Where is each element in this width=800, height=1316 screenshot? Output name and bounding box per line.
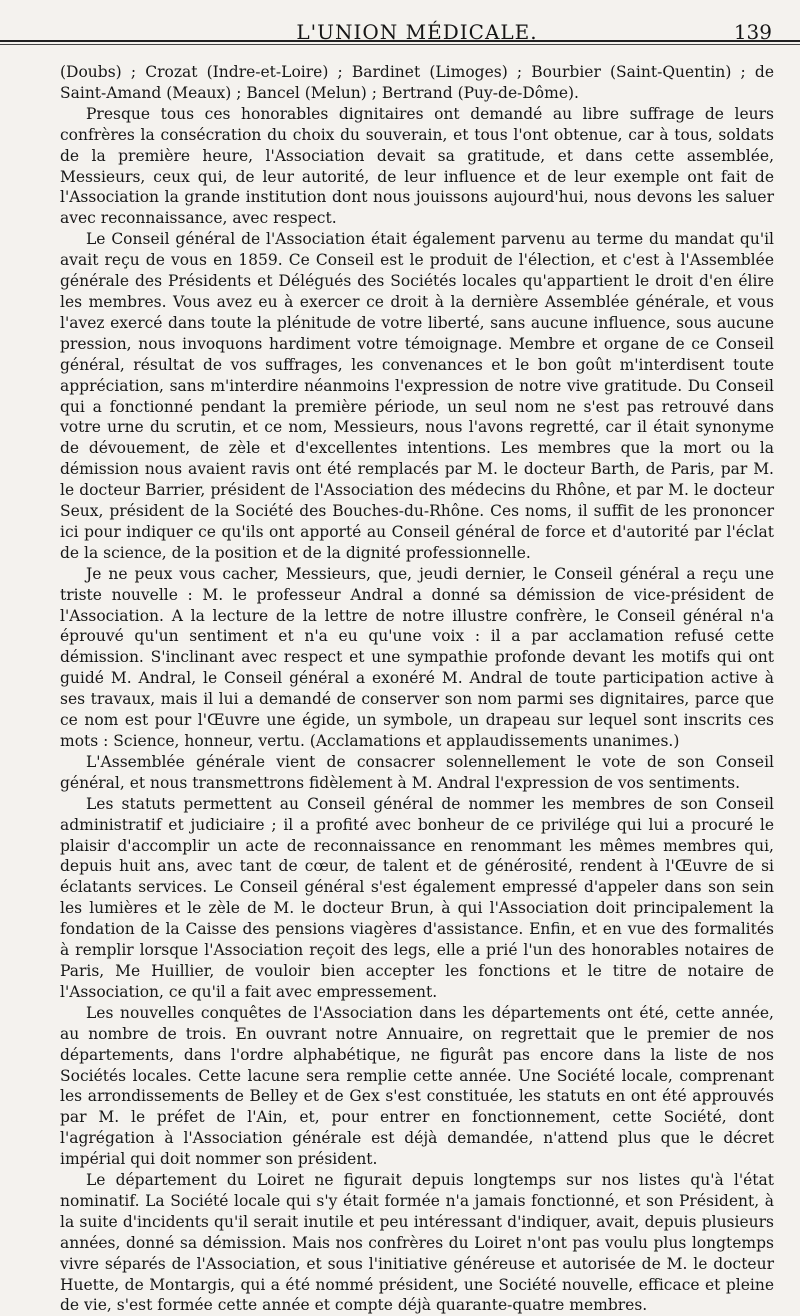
paragraph-3: Le Conseil général de l'Association était également parvenu au terme du mandat qu'il avait reçu de vous en 1859. Ce Conseil est le produit de l'élection, et c'est à l'Assemblée générale des Présidents et Délégués des Sociétés locales qu'appartient le droit d'en élire les membres. Vous avez eu à exercer ce droit à la dernière Assemblée générale, et vous l'avez exercé dans toute la plénitude de votre liberté, sans aucune influence, sous aucune pression, nous invoquons hardiment votre témoignage. Membre et organe de ce Conseil général, résultat de vos suffrages, les convenances et le bon goût m'interdisent toute appréciation, sans m'interdire néanmoins l'expression de notre vive gratitude. Du Conseil qui a fonctionné pendant la première période, un seul nom ne s'est pas retrouvé dans votre urne du scrutin, et ce nom, Messieurs, nous l'avons regretté, car il était synonyme de dévouement, de zèle et d'excellentes intentions. Les membres que la mort ou la démission nous avaient ravis ont été remplacés par M. le docteur Barth, de Paris, par M. le docteur Barrier, président de l'Association des médecins du Rhône, et par M. le docteur Seux, président de la Société des Bouches-du-Rhône. Ces noms, il suffit de les prononcer ici pour indiquer ce qu'ils ont apporté au Conseil général de force et d'autorité par l'éclat de la science, de la position et de la dignité professionnelle. <box>60 230 774 562</box>
paragraph-7: Les nouvelles conquêtes de l'Association dans les départements ont été, cette année, au nombre de trois. En ouvrant notre Annuaire, on regrettait que le premier de nos départements, dans l'ordre alphabétique, ne figurât pas encore dans la liste de nos Sociétés locales. Cette lacune sera remplie cette année. Une Société locale, comprenant les arrondissements de Belley et de Gex s'est constituée, les statuts en ont été approuvés par M. le préfet de l'Ain, et, pour entrer en fonctionnement, cette Société, dont l'agrégation à l'Association générale est déjà demandée, n'attend plus que le décret impérial qui doit nommer son président. <box>60 1003 774 1169</box>
paragraph-1: (Doubs) ; Crozat (Indre-et-Loire) ; Bardinet (Limoges) ; Bourbier (Saint-Quentin) ; de Saint-Amand (Meaux) ; Bancel (Melun) ; Bertrand (Puy-de-Dôme). <box>60 63 774 102</box>
paragraph-8: Le département du Loiret ne figurait depuis longtemps sur nos listes qu'à l'état nominatif. La Société locale qui s'y était formée n'a jamais fonctionné, et son Président, à la suite d'incidents qu'il serait inutile et peu intéressant d'indiquer, avait, depuis plusieurs années, donné sa démission. Mais nos confrères du Loiret n'ont pas voulu plus longtemps vivre séparés de l'Association, et sous l'initiative généreuse et autorisée de M. le docteur Huette, de Montargis, qui a été nommé président, une Société nouvelle, efficace et pleine de vie, s'est formée cette année et compte déjà quarante-quatre membres. <box>60 1171 774 1315</box>
header-rule <box>0 40 800 42</box>
journal-title: L'UNION MÉDICALE. <box>296 20 538 44</box>
paragraph-6: Les statuts permettent au Conseil général de nommer les membres de son Conseil administratif et judiciaire ; il a profité avec bonheur de ce privilége qui lui a procuré le plaisir d'accomplir un acte de reconnaissance en renommant les mêmes membres qui, depuis huit ans, avec tant de cœur, de talent et de générosité, rendent à l'Œuvre de si éclatants services. Le Conseil général s'est également empressé d'appeler dans son sein les lumières et le zèle de M. le docteur Brun, à qui l'Association doit principalement la fondation de la Caisse des pensions viagères d'assistance. Enfin, et en vue des formalités à remplir lorsque l'Association reçoit des legs, elle a prié l'un des honorables notaires de Paris, Me Huillier, de vouloir bien accepter les fonctions et le titre de notaire de l'Association, ce qu'il a fait avec empressement. <box>60 794 774 1001</box>
running-header <box>60 16 774 54</box>
paragraph-2: Presque tous ces honorables dignitaires ont demandé au libre suffrage de leurs confrères la consécration du choix du souverain, et tous l'ont obtenue, car à tous, soldats de la première heure, l'Association devait sa gratitude, et dans cette assemblée, Messieurs, ceux qui, de leur autorité, de leur influence et de leur exemple ont fait de l'Association la grande institution dont nous jouissons aujourd'hui, nous devons les saluer avec reconnaissance, avec respect. <box>60 104 774 228</box>
page-number: 139 <box>733 20 772 44</box>
paragraph-4: Je ne peux vous cacher, Messieurs, que, jeudi dernier, le Conseil général a reçu une triste nouvelle : M. le professeur Andral a donné sa démission de vice-président de l'Association. A la lecture de la lettre de notre illustre confrère, le Conseil général n'a éprouvé qu'un sentiment et n'a eu qu'une voix : il a par acclamation refusé cette démission. S'inclinant avec respect et une sympathie profonde devant les motifs qui ont guidé M. Andral, le Conseil général a exonéré M. Andral de toute participation active à ses travaux, mais il lui a demandé de conserver son nom parmi ses dignitaires, parce que ce nom est pour l'Œuvre une égide, un symbole, un drapeau sur lequel sont inscrits ces mots : Science, honneur, vertu. (Acclamations et applaudissements unanimes.) <box>60 564 774 750</box>
paragraph-5: L'Assemblée générale vient de consacrer solennellement le vote de son Conseil général, et nous transmettrons fidèlement à M. Andral l'expression de vos sentiments. <box>60 752 774 792</box>
body-text <box>60 62 774 1316</box>
header-rule-thin <box>0 44 800 45</box>
